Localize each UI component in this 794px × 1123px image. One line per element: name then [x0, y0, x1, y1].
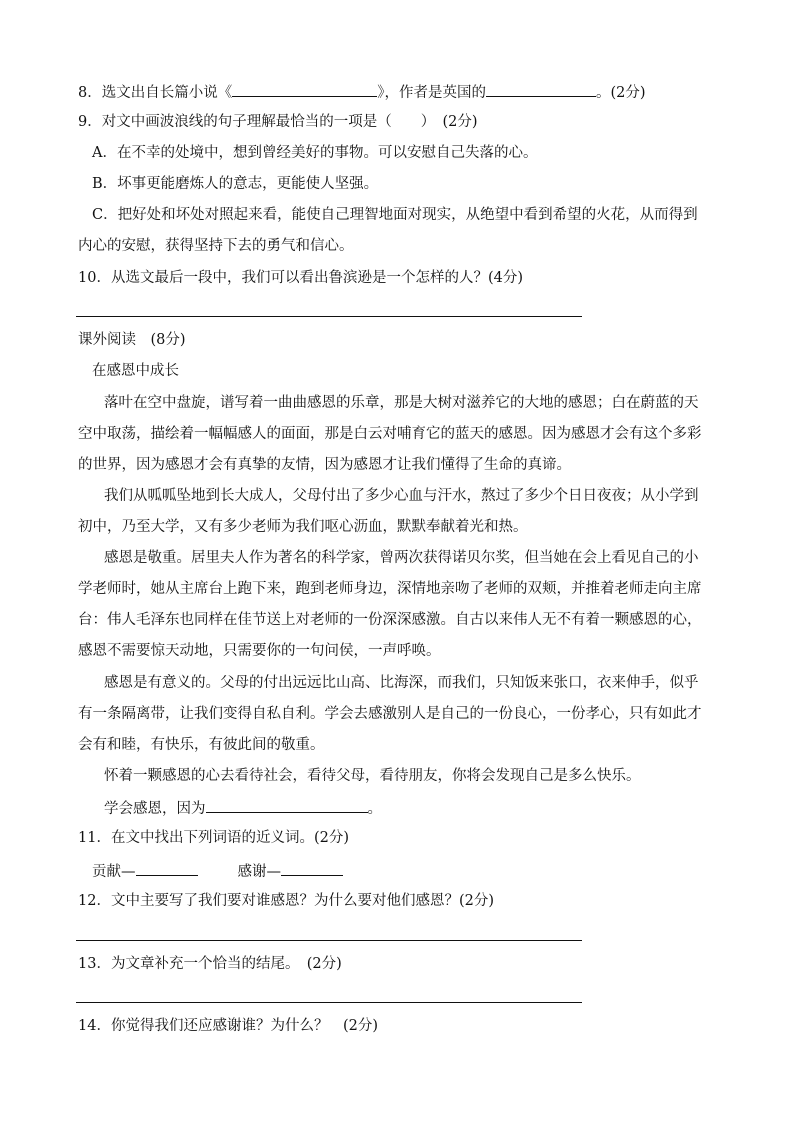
passage-line: 空中取荡，描绘着一幅幅感人的面面，那是白云对哺育它的蓝天的感恩。因为感恩才会有这个多彩 — [78, 426, 702, 442]
passage-fill-line — [104, 797, 744, 819]
q12-answer-line[interactable] — [76, 940, 582, 941]
passage-line: 我们从呱呱坠地到长大成人，父母付出了多少心血与汗水，熬过了多少个日日夜夜；从小学到 — [104, 488, 699, 504]
q9-option-c: C．把好处和坏处对照起来看，能使自己理智地面对现实，从绝望中看到希望的火花，从而得到 — [92, 207, 698, 223]
q11-blank-2[interactable] — [281, 860, 343, 876]
question-12-stem: 12．文中主要写了我们要对谁感恩？为什么要对他们感恩？(2分) — [78, 893, 494, 909]
passage-title: 在感恩中成长 — [92, 363, 179, 379]
q8-text-2: 》，作者是英国的 — [377, 85, 486, 101]
fill-suffix: 。 — [367, 801, 382, 817]
passage-line: 感恩是有意义的。父母的付出远远比山高、比海深，而我们，只知饭来张口，衣来伸手，似乎 — [104, 675, 699, 691]
q9-option-c-cont: 内心的安慰，获得坚持下去的勇气和信心。 — [78, 238, 354, 254]
q11-word-1: 贡献— — [92, 864, 136, 880]
passage-line: 感恩不需要惊天动地，只需要你的一句问侯，一声呼唤。 — [78, 643, 441, 659]
q8-blank-book[interactable] — [232, 81, 377, 97]
q9-option-b: B．坏事更能磨炼人的意志，更能使人坚强。 — [92, 176, 379, 192]
q8-text-1: 8．选文出自长篇小说《 — [78, 85, 233, 101]
q8-blank-author[interactable] — [486, 81, 596, 97]
question-9-stem: 9．对文中画波浪线的句子理解最恰当的一项是（ ） (2分) — [78, 114, 478, 130]
question-13-stem: 13．为文章补充一个恰当的结尾。 (2分) — [78, 956, 342, 972]
q13-answer-line[interactable] — [76, 1002, 582, 1003]
section-heading: 课外阅读 (8分) — [78, 332, 186, 348]
passage-line: 学老师时，她从主席台上跑下来，跑到老师身边，深情地亲吻了老师的双颊，并推着老师走向主席 — [78, 581, 702, 597]
question-11-stem: 11．在文中找出下列词语的近义词。(2分) — [78, 830, 349, 846]
passage-line: 的世界，因为感恩才会有真挚的友情，因为感恩才让我们懂得了生命的真谛。 — [78, 457, 571, 473]
passage-line: 有一条隔离带，让我们变得自私自利。学会去感激别人是自己的一份良心，一份孝心，只有如此才 — [78, 706, 702, 722]
q10-answer-line[interactable] — [76, 316, 582, 317]
passage-line: 台：伟人毛泽东也同样在佳节送上对老师的一份深深感激。自古以来伟人无不有着一颗感恩的心， — [78, 612, 702, 628]
q11-blank-1[interactable] — [136, 860, 198, 876]
question-8 — [78, 81, 718, 103]
q9-option-a: A．在不幸的处境中，想到曾经美好的事物。可以安慰自己失落的心。 — [92, 145, 538, 161]
question-14-stem: 14．你觉得我们还应感谢谁？为什么？ (2分) — [78, 1018, 378, 1034]
fill-prefix: 学会感恩，因为 — [104, 801, 206, 817]
passage-line: 落叶在空中盘旋，谱写着一曲曲感恩的乐章，那是大树对滋养它的大地的感恩；白在蔚蓝的天 — [104, 395, 699, 411]
passage-line: 初中，乃至大学，又有多少老师为我们呕心沥血，默默奉献着光和热。 — [78, 519, 528, 535]
passage-line: 怀着一颗感恩的心去看待社会，看待父母，看待朋友，你将会发现自己是多么快乐。 — [104, 768, 641, 784]
fill-blank[interactable] — [206, 797, 368, 813]
q11-synonyms — [92, 860, 732, 882]
passage-line: 感恩是敬重。居里夫人作为著名的科学家，曾两次获得诺贝尔奖，但当她在会上看见自己的小 — [104, 550, 699, 566]
question-10-stem: 10．从选文最后一段中，我们可以看出鲁滨逊是一个怎样的人？(4分) — [78, 270, 523, 286]
q11-word-2: 感谢— — [237, 864, 281, 880]
passage-line: 会有和睦，有快乐，有彼此间的敬重。 — [78, 737, 325, 753]
q8-text-3: 。(2分) — [595, 85, 646, 101]
